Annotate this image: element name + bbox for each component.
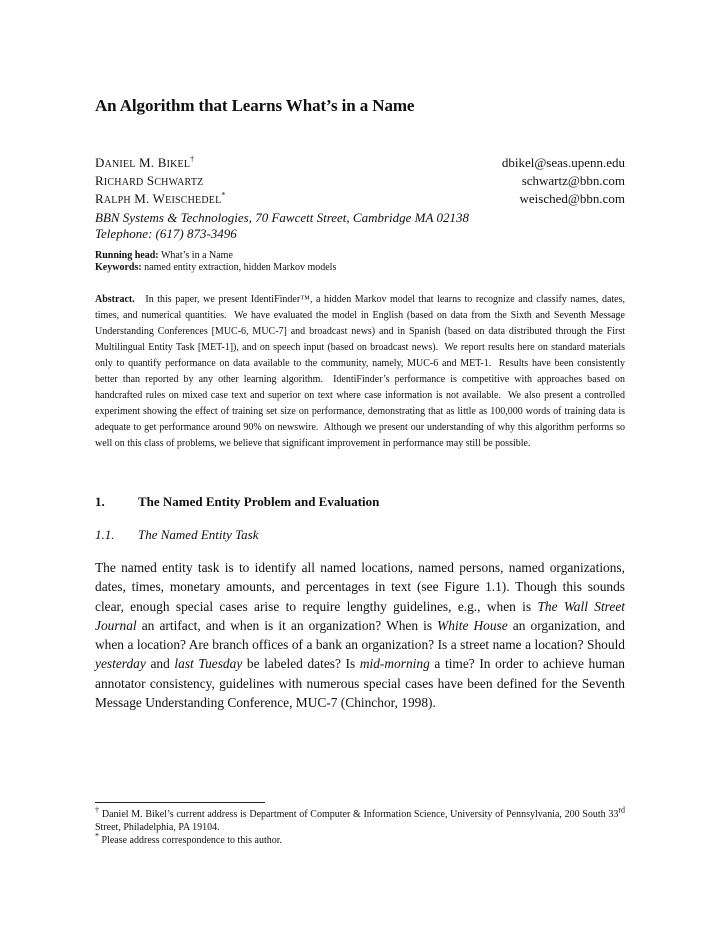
asterisk-mark: * [221,190,226,200]
author-name: RALPH M. WEISCHEDEL* [95,190,226,206]
author-name: RICHARD SCHWARTZ [95,173,204,188]
author-email: schwartz@bbn.com [521,173,625,188]
abstract [95,292,628,452]
telephone: Telephone: (617) 873-3496 [95,226,237,241]
affiliation-block [95,210,625,242]
author-row [95,154,625,172]
running-head-block [95,250,625,274]
footnote-asterisk: * Please address correspondence to this author. [95,831,283,846]
author-email: dbikel@seas.upenn.edu [501,155,625,170]
section-number: 1. [95,494,105,509]
subsection-title: The Named Entity Task [138,527,259,542]
keywords: Keywords: named entity extraction, hidden Markov models [95,262,337,273]
author-email: weisched@bbn.com [519,191,625,206]
abstract-label: Abstract. [95,294,135,305]
footnotes [95,805,626,847]
dagger-mark: † [190,154,195,164]
body-paragraph: The named entity task is to identify all named locations, named persons, named organizations, dates, times, monetary amounts, and percentages in text (see Figure 1.1). Though this sounds clear, enough special cases arise to require lengthy guidelines, e.g., when is The Wall Street Journal an artifact, and when is it an organization? When is White House an organization, and when a location? Are branch offices of a bank an organization? Is a street name a location? Should yesterday and last Tuesday be labeled dates? Is mid-morning a time? In order to achieve human annotator consistency, guidelines with numerous special cases have been defined for the Seventh Message Understanding Conference, MUC-7 (Chinchor, 1998). [95,560,626,711]
author-row [95,172,625,190]
affiliation: BBN Systems & Technologies, 70 Fawcett Street, Cambridge MA 02138 [95,210,469,225]
subsection-number: 1.1. [95,527,115,542]
abstract-text: In this paper, we present IdentiFinder™, a hidden Markov model that learns to recognize and classify names, dates, times, and numerical quantities. We have evaluated the model in English (based on data from the Sixth and Seventh Message Understanding Conferences [MUC-6, MUC-7] and broadcast news) and in Spanish (based on data distributed through the First Multilingual Entity Task [MET-1]), and on speech input (based on broadcast news). We report results here on standard materials only to quantify performance on data available to the community, namely, MUC-6 and MET-1. Results have been consistently better than reported by any other learning algorithm. IdentiFinder’s performance is competitive with approaches based on handcrafted rules on mixed case text and superior on text where case information is not available. We also present a controlled experiment showing the effect of training set size on performance, demonstrating that as little as 100,000 words of training data is adequate to get performance around 90% on newswire. Although we present our understanding of why this algorithm performs so well on this class of problems, we believe that significant improvement in performance may still be possible. [95,294,628,449]
paper-title: An Algorithm that Learns What’s in a Name [95,96,415,115]
section-title: The Named Entity Problem and Evaluation [138,494,380,509]
author-name: DANIEL M. BIKEL† [95,154,195,170]
author-row [95,190,625,208]
footnote-dagger: † Daniel M. Bikel’s current address is Department of Computer & Information Science, University of Pennsylvania, 200 South 33rd Street, Philadelphia, PA 19104. [95,805,626,833]
footnote-rule [95,802,265,803]
running-head: Running head: What’s in a Name [95,250,233,261]
